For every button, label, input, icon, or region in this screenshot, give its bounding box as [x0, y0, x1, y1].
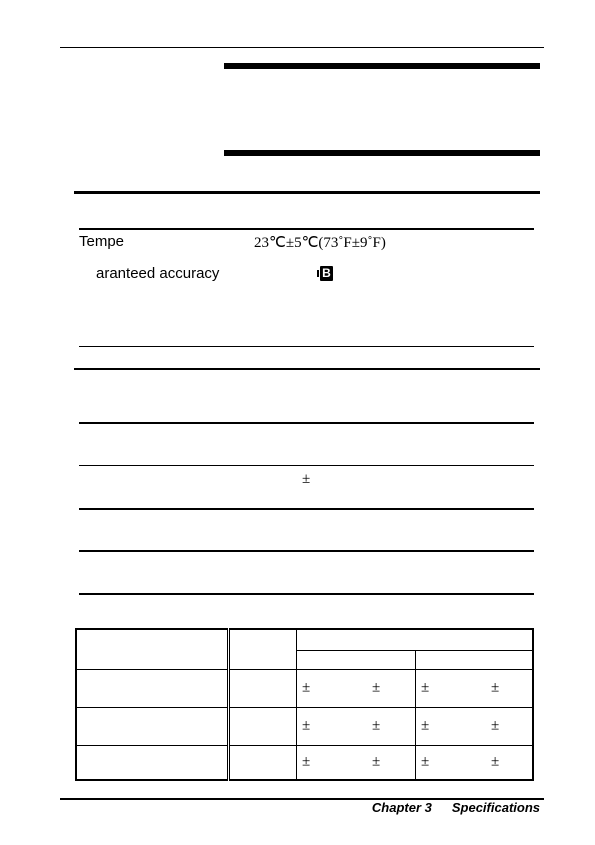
plus-minus-symbol: ±: [421, 717, 430, 734]
table-subheader-cell: [416, 650, 534, 669]
title-bottom-bar: [224, 150, 540, 156]
table-header-cell: [76, 629, 229, 669]
plus-minus-symbol: ±: [491, 753, 500, 770]
plus-minus-symbol: ±: [302, 679, 311, 696]
accuracy-label: aranteed accuracy: [96, 265, 220, 282]
plus-minus-symbol: ±: [302, 717, 311, 734]
page-header-rule: [60, 47, 544, 48]
table-row: [76, 669, 533, 707]
accuracy-badge: B: [320, 266, 333, 281]
spec-row-rule-1: [79, 422, 534, 424]
page-footer: [372, 800, 540, 815]
conditions-bottom-rule: [79, 346, 534, 347]
table-row: [76, 707, 533, 745]
table-header-cell: [229, 629, 297, 669]
plus-minus-symbol: ±: [421, 753, 430, 770]
plus-minus-symbol: ±: [491, 717, 500, 734]
plus-minus-symbol: ±: [302, 753, 311, 770]
plus-minus-symbol: ±: [372, 679, 381, 696]
section-top-bar: [74, 191, 540, 194]
conditions-top-rule: [79, 228, 534, 230]
table-header-cell: [297, 629, 534, 650]
spec-row-rule-5: [79, 593, 534, 595]
footer-chapter: Chapter 3: [371, 800, 432, 815]
spec-row-rule-2: [79, 465, 534, 466]
spec-row-rule-3: [79, 508, 534, 510]
table-subheader-cell: [297, 650, 416, 669]
plus-minus-symbol: ±: [372, 717, 381, 734]
plus-minus-symbol: ±: [372, 753, 381, 770]
plus-minus-symbol: ±: [302, 471, 311, 487]
title-top-bar: [224, 63, 540, 69]
plus-minus-symbol: ±: [491, 679, 500, 696]
section-divider-bar: [74, 368, 540, 370]
temperature-value: 23℃±5℃(73˚F±9˚F): [254, 235, 386, 251]
spec-table: [75, 628, 534, 781]
footer-section: Specifications: [451, 800, 540, 815]
plus-minus-symbol: ±: [421, 679, 430, 696]
spec-row-rule-4: [79, 550, 534, 552]
table-row: [76, 745, 533, 780]
temperature-label: Tempe: [79, 233, 125, 250]
